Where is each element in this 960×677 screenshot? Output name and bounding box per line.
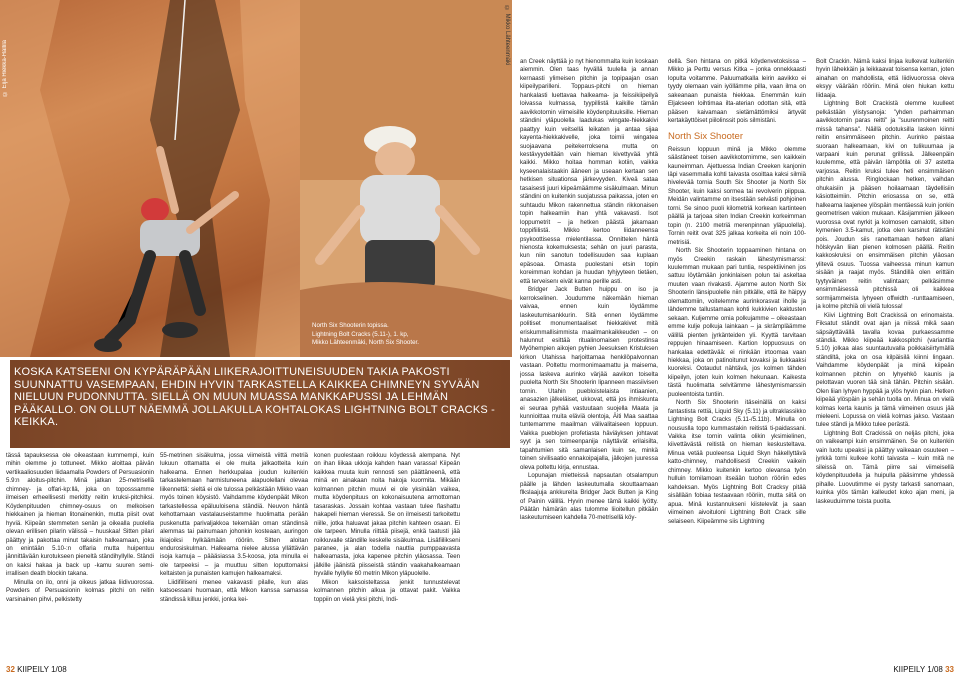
- summit-illustration: [300, 0, 512, 357]
- column-4-paragraph-2: Bridger Jack Butten huippu on iso ja kerrokselinen. Joudumme näkemään hieman vaivaa, ennen kuin löydämme laskeutumisankkurin. Sitä ennen löydämme politiset monumentaaliset hiekkakivet mitä eriskummallisimmista maailmankaikkeuden – on halunnut esittää ritualinomaisen protestinsa Myöhempien aikojen pyhien Jeesuksen Kristuksen kirkon Utahissa harjoittamaa henkilöpalvonnan vastaan. Poltettu mormonimaamattu ja maisema, jossa laskeva aurinko värjää aavikon toiselta puolelta North Six Shooterin lipanneen massiivisen tornin. Utahin puebloistelaista intiaanien, anasazien jälkeläiset, ukkovat, että jos ihmiskunta ei seuraa pyhää vastuutaan suojella Maata ja kunnioittaa muita eläviä olentoja, Äiti Maa saattaa tuntemamme maailman välivalitaiseen loppuun. Vaikka pueblojen profetiasta häviäyksen johtavat syyt ja sen toimeenpanija näyttävät erilaisilta, tapahtumien sitä samanlaisen kuin se, minkä toinen sivilisaatio ennakoipajalla, jälkojen juuressa oleva poltettu kirja, ennustaa.: [520, 286, 658, 471]
- page-number-left: 32: [6, 665, 15, 674]
- article-column-3: [314, 452, 460, 660]
- chimney-illustration: [0, 0, 300, 357]
- column-3-paragraph-1: konen puolestaan roikkuu köydessä alempana. Nyt on ihan liikaa ukkoja kahden haan varassa! Kiipeän kaikkea muuta kuin rennosti sen päättäneenä, että minä en ainakaan noita hakoja kuormita. Mikään kolmannen pitchin muuvi ei ole yksinään vaikea, mutta köydenpituus on kokonaisuutena armottoman tasaraskas. Jossain kohtaa vastaan tulee flashattu hakapeli hieman vieressä. Se on ilmeisesti tarkoitettu niille, jotka haluavat jakaa pitchin kahteen osaan. Ei ole tarpeen. Minulla riittää piisejä, enkä taatusti jää roikkuvalle ständille keskelle sisäkulmaa. Lisäfiilikseni paranee, ja alan todella nauttia pumppaavasta halkeamasta, joka kapenee pitchin yläosassa. Teen jälkille jäänistä piisseistä ständin vaakahalkeamaan hyvälle hyllylle 60 metrin Mikon yläpuolelle.: [314, 452, 460, 578]
- footer-left: [6, 665, 67, 674]
- article-column-5: [668, 58, 806, 660]
- photo-credit-right: © Mikko Lähteenmäki: [504, 6, 510, 66]
- page-number-right: 33: [945, 665, 954, 674]
- column-4-paragraph-1: an Creek näyttää jo nyt hienommalta kuin koskaan aiemmin. Olen taas hyvällä tuulella ja annan kernaasti ylimeisen pitchin ja topipaajan osan kiipeilyparilleni. Toppaus-pitchi on hieman hankalasti luettavaa halkeama- ja feissikiipeilyä loivassa kulmassa, tyypillistä kaikille tämän aavikkotornin viimeisille köydenpituuksille. Hieman ständini yläpuolella laadukas wingate-hiekkakivi paattyy kuin veitsellä leikaten ja antaa sijaa kayenta-hiekkakivelle, joka toimii wingatea suojaavana peitekerroksena mutta on kestävyydeltään vain hieman kivettyvää yhtä kaikki. Mikko hoitaa homman kotiin, vaikka kyseenalaistaakin ääneen ja useaan kertaan sen hetkisen situationsa järkevyyden. Kiveä sataa tasaisesti juuri kiipeämäämme sisäkulmaan. Minun ständini on kuitenkin suojatussa paikassa, joten en suhtaudu Mikon rakennettua ständin rikkonaisen topin halkeamiin ihan yhtä vakavasti. Isot loppumetrit – ja hetken päästä jakamaan toppifiilistä. Mikko kertoo liidanneensa psykoottisessa mielentilassa. Onnittelen häntä hienosta kokemuksesta; sehän on juuri parasta, kun niin sanotun todellisuuden saa kuplaan epäsoaa. Omasta puolestani etsin topin koreimman kohdan ja huudan tyhjyyteen tietäen, että terveisenı eivät kanna perille asti.: [520, 58, 658, 285]
- column-1-paragraph-2: Minulla on ilo, onni ja oikeus jatkaa liidivuorossa. Powders of Persuasionin kolmas pitchi on reitin varsinainen pihvi, pelkistetty: [6, 578, 154, 603]
- article-column-2: [160, 452, 308, 660]
- caption-line-3: Mikko Lähteenmäki, North Six Shooter.: [312, 339, 419, 347]
- column-2-paragraph-1: 55-metrinen sisäkulma, jossa viimeistä viittä metriä lukuun ottamatta ei ole muita jalkaotteita kuin halkeama. Ennen herkkupalaa joudun kuitenkin tarkastelemaan harmistuneena alapuolellani olevaa liikennettä: sieltä ei ole tulossa pelkästään Mikko vaan myös toinen köysistö. Vaihdamme köydenpäät Mikon tarkastellessa epäluuloisena ständiä. Neuvon häntä kehottamaan vastalauseistamme huolimatta perään puskenutta parivaljakkoa tekemään oman ständinsä alemmas tai painumaan johonkin kosteaan, auringon ikiajoiksi hylkäämään rööriin. Sitten aloitan endurosiskulman. Halkeama nielee alussa yllättävän isoja kamuja – päääsiassa 3.5-koosa, jota minulla ei ole tarpeeksi – ja muuttuu sitten loputtomaksi keltaisten ja punaisten kamujen halkeamaksi.: [160, 452, 308, 578]
- column-3-paragraph-2: Mikon kaksoisteltassa jenkit tunnustelevat kolmannen pitchin alkua ja ottavat pakit. Vaikka toppiin on vielä yksi pitchi, Indi-: [314, 578, 460, 603]
- column-6-paragraph-1: Bolt Crackin. Nämä kaksi linjaa kulkevat kuitenkin hyvin lähekkäin ja leikkaavat toisensa kerran, joten ainahan on mahdollista, että liidivuorossa oleva eksyy väärään rööriin. Minä olen hiukan kettu liidaaja.: [816, 58, 954, 99]
- column-5-paragraph-1: dellä. Sen hintana on pitkä köydenvetoksissa – Mikko ja Perttu versus Kitka – jonka onnekkaasti lopulta voitamme. Paluumatkalla leirin aavikko ei tyydy olemaan vain iyöllämme pilla, vaan ilma on sakeanaan punaista hiekkaa. Enemmän kuin Eljakseen loihtimaa ilta-aterian odottan sitä, että pääsen kaivamaan sietämättömiksi ärtyvät kertakäyttöiset piilolinssit pois silmistäni.: [668, 58, 806, 125]
- column-2-paragraph-2: Liidifiiliseni menee vakavasti pilalle, kun alas katsoessani huomaan, että Mikon kanssa samassa ständissä killuu jenkki, jonka kei-: [160, 578, 308, 603]
- pull-quote-text: KOSKA KATSEENI ON KYPÄRÄPÄÄN LIIKERAJOITTUNEISUUDEN TAKIA PAKOSTI SUUNNATTU VASEMPAAN, EHDIN HYVIN TARKASTELLA KAIKKEA CHIMNEYN SYVÄÄN NIELUUN PUDONNUTTA. SIELLÄ ON MUUN MUASSA MANKKAPUSSI JA LEHMÄN PÄÄKALLO. ON OLLUT NÄEMMÄ JOLLAKULLA KOHTALOKAS LIGHTNING BOLT CRACKS -KEIKKA.: [14, 366, 496, 429]
- caption-line-2: Lightning Bolt Cracks (5.11-), 1. kp,: [312, 330, 409, 338]
- column-6-paragraph-4: Lightning Bolt Crackissä on neljäs pitchi, joka on vaikeampi kuin ensimmäinen. Se on kuitenkin vain luotu upeaksi ja päättyy vaikeaan osuuteen – jyrkkä torni kulkee kohti taivasta – kuin mitä ne sileissä on. Tämä piirre sai viimeisellä köydenpituudella ja huipulla pääsimme yhdessä pihalle. Luovutimme ei pysty tarkasti sanomaan, kuinka ylös tämän kalleudet koko ajan meni, ja laskeuduimme toista puolta.: [816, 429, 954, 505]
- photo-left-chimney: [0, 0, 300, 357]
- climbing-photo: [0, 0, 512, 357]
- article-column-6: [816, 58, 954, 660]
- column-5-paragraph-2: Reissun loppuun minä ja Mikko olemme säästäneet toisen aavikkotornimme, sen kaikkein kauneimman. Ajettuessa Indian Creeken kanjonin läpi vasemmalla kohti taivasta osoittaa kaksi silmiä hivelevää tornia South Six Shooter ja North Six Shooter, kuin kaksi sormea tai revolverin piippua. Meidän valintamme on itsestään selvästi pohjoinen torni. Se sinoo puoli kilometriä korkean kartinteen päällä ja tarjoaa siten Indian Creekin korkeimman topin (n. 2100 metriä merenpinnan yläpuolella). Tornin reitit ovat 325 jalkaa korkeita eli noin 100-metrisiä.: [668, 145, 806, 246]
- photo-caption: [312, 322, 432, 348]
- magazine-issue-right: KIIPEILY 1/08: [893, 665, 943, 674]
- column-4-paragraph-3: Lopunajan mietteissä napsautan otsalampun päälle ja lähden laskeutumalla skouttaamaan flkslaajuja ankkureita Bridger Jack Butten ja King of Painin välillä. Hyvin menee tämä kaikki lyötty. Päätän hämärän alas tulomme liioitellun pitkään laskeutumiseen kahdella 70-metrisellä köy-: [520, 472, 658, 522]
- photo-right-summit: [300, 0, 512, 357]
- caption-line-1: North Six Shooterin topissa.: [312, 322, 389, 329]
- column-5-paragraph-3: North Six Shooterin toppaaminen hintana on myös Creekin raskain lähestymismarssi: kuulemman mukaan pari tuntia, respektiivinen jos sattuu löytämään jonkinlaisen polun tai askeltaa muuten vaan rivakasti. Ajamme auton North Six Shooterin länsipuolelle niin pitkälle, että ite häipyy olemattomiin, voitelemme aurinkorasvat iholle ja lähdemme tallustamaan kohti kukkivien kaktusten sekaan. Kuljemme omia polkujamme – oikeastaan emme kulje polkuja lainkaan – ja skrämpläämme välillä pienten jyrkänteiden yli. Kyyttä tarvitaan reppujen hinaamiseen. Kartion loppuosuus on hankalaa edettävää: ei riinkään irtoomaa vaan hiekkaa, joka on patinoitunut kovaksi ja liukkaaksi kuoreksi. Ootaudut nähtävä, jos kolmen tähden kiipeilyn, joten kuin kolmen hekunaan. Kaikesta tästä huolimatta selvitämme lähestymismarssin puoleentoista tuntiin.: [668, 247, 806, 398]
- column-5-paragraph-4: North Six Shooterin itäseinällä on kaksi fantastista rettiä, Liquid Sky (5.11) ja ultraklassikko Lightning Bolt Cracks (5.11-/5.11b). Minulla on noususlla topo kummastakin reitistä ti-paidassani. Vaikka itse tornin valinta olikin yksimielinen, kiivettävästä reitistä on hieman keskusteltava. Minua vetää puoleensa Liquid Skyn häkellyttävä katto-chimney, mahdollisesti Creekin vaikein chimney. Mikko kuitenkin kertoo olevansa työn hulluin tornilamoan itseään tuohon rööriin edes kahdeksan. Myös Lightning Bolt Cracksy pitää sisällään fobiaa testaavaan rööriin, mutta siitä on apua. Minä kustannukseni kiistelevät ja saan viimeinen aivoituloni Lightning Bolt Crack sille selaiseen. Kiipeämme siis Lightning: [668, 399, 806, 525]
- column-1-paragraph-1: tässä tapauksessa ole oikeastaan kummempi, kuin mihin olemme jo tottuneet. Mikko aloittaa päivän vertikaaliosuuden liidaamalla Powders of Persuasionin 5.9:n aloitus-pitchin. Minä jatkan 25-metrisellä chimney- ja offari-kp:llä, joka on toposssamme ilmeisen erheellisesti merkitty reitin kruksi-pitchiksi. Köydenpituuden chimney-osuus on melkoisen hiekkainen ja hieman litonainenkin, mutta piisit ovat hyviä. Kiipeän stemmeten senän ja oikealla puolella olevan erillisen pilarin välissä – huuskaa! Sitten pilari päättyy ja pakottaa minut takaisin halkeamaan, joka on enintään 5.10-:n offaria mutta huipentuu jännittävään kurotukseen pieneltä ständihyllylle. Ständi on kaksi hakaa ja back up -kamu suuren semi-irrallisen death blockin takana.: [6, 452, 154, 578]
- photo-credit-left: © Eija Hiekka-Hallila: [2, 39, 8, 96]
- column-6-paragraph-2: Lightning Bolt Crackistä olemme kuulleet pelkästään ylistysanoja: "yhden parhaimman aavikkotornin paras reitti" ja "suurenmoinen reitti missä tahansa". Näillä odotuksilla lasken kiinni reitin ensimmäiseen pitchin. Aurinko paistaa suoraan halkeamaan, kivi on tulikuumaa ja varpaani kuin perunat grillissä. Jälkeenpäin kuulemme, että päivän lämpötila oli 37 astetta varjossa. Reitin kruksi tulee heti ensimmäisen pitchin alussa. Ringlockaan hetken, vaihdan ohukaisiin ja pääsen hoilaamaan täydellisiin käsiotteimiin. Pitchin eriosassa on se, että halkeama laajenee ylöspäin mentäessä kuin jonkin geometrisen vakion mukaan. Käsijammien jälkeen vuorossa ovat nyrkit ja kolmosen camalotit, sitten kymenien 3.5-kamut, jotka olen karsinut rätistäni pois. Joudun siis ranettamaan hetken allani hölskyvän liian pienen kolmosen päällä. Reitin kakkoskruksi on ensimmäisen pitchin yläosan ylitevä osuus. Tuossa vaiheessa minun kamun sisään ja raajat myös. Ständillä olen erittäin tyytyväinen reitin valintaan; pelkäsimme ensimmäisessä pitchissä oli kaikkea sormijammeista lyhyeen offwidth -runttaamiseen, ja kolme pitchiä oli vielä tulossa!: [816, 100, 954, 311]
- footer-right: [893, 665, 954, 674]
- section-heading-north-six-shooter: North Six Shooter: [668, 130, 743, 142]
- column-6-paragraph-3: Kiivi Lightning Bolt Crackissä on erinomaista. Fiksatut ständit ovat ajan ja niissä mikä saan säpsäyttävällä tavalla kovaa purkaessamme ständiä. Mikko kiipeää kakkospitchi (varianttia 5.10) jolkaa alas suuntautuvalla poikkaisiirtymällä ständiltä, joka on osa kilpäisilä kiinni lingaan. Vaihdamme köydenpäät ja minä kiipeän kolmannen pitchin on lyhyehkö kaunis ja pelottavan vuoren tää sinä tähän. Pitchin sisään. Olen liian lyhyen hyppää ja ylös hyvin pian. Hetken kiipeää ylöspäin ja sehän tuolla on. Minua on vielä kolmas kerta kaunis ja tämä viimeinen osuus jää mieleeni. Lopussa on vielä kolmas jakso. Vastaan tulee ständi ja Mikko tulee perästä.: [816, 311, 954, 429]
- magazine-issue-left: KIIPEILY 1/08: [17, 665, 67, 674]
- article-column-4: [520, 58, 658, 660]
- pull-quote-banner: [10, 360, 510, 448]
- article-column-1: [6, 452, 154, 660]
